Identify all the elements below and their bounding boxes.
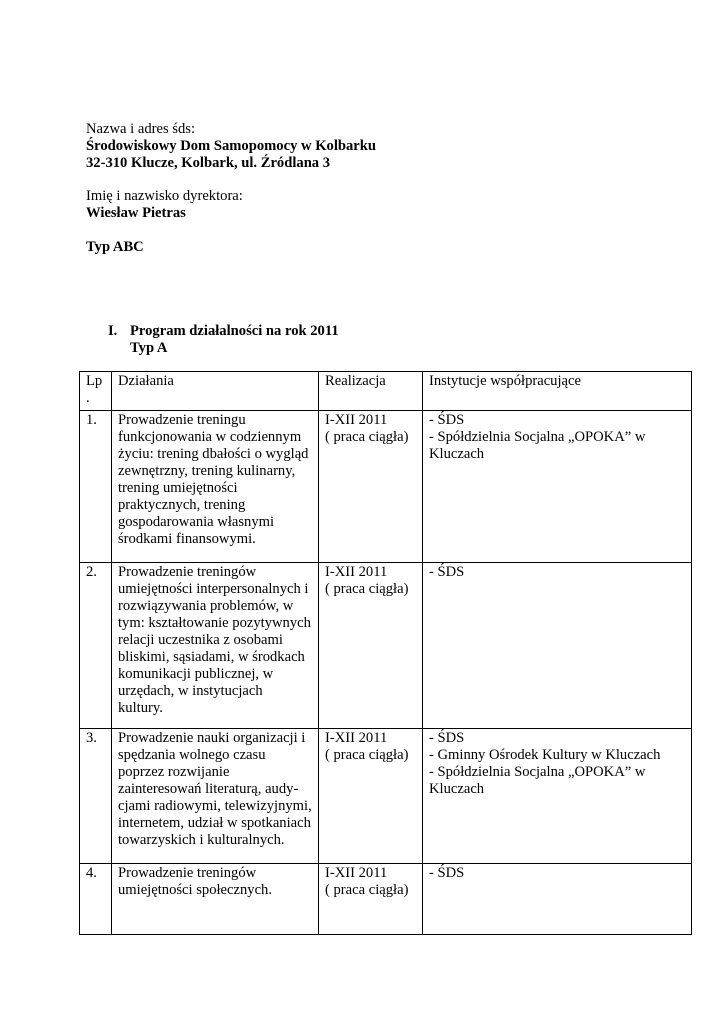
column-header-lp: Lp . (80, 372, 112, 411)
table-row (80, 563, 692, 729)
section-title: Program działalności na rok 2011 (130, 323, 339, 339)
column-header-partners: Instytucje współpracujące (423, 372, 692, 411)
row-realization: I-XII 2011 ( praca ciągła) (319, 563, 423, 729)
institution-address: 32-310 Klucze, Kolbark, ul. Źródlana 3 (86, 155, 331, 171)
section-heading (108, 323, 339, 357)
row-realization: I-XII 2011 ( praca ciągła) (319, 411, 423, 563)
row-partners: - ŚDS - Spółdzielnia Socjalna „OPOKA” w Kluczach (423, 411, 692, 563)
table-row (80, 729, 692, 864)
row-partners: - ŚDS (423, 864, 692, 935)
table-row (80, 864, 692, 935)
column-header-realization: Realizacja (319, 372, 423, 411)
row-action: Prowadzenie treningów umiejętności społecznych. (112, 864, 319, 935)
facility-type: Typ ABC (86, 239, 144, 255)
director-section (86, 188, 243, 222)
row-realization: I-XII 2011 ( praca ciągła) (319, 729, 423, 864)
table-header-row (80, 372, 692, 411)
section-subtitle: Typ A (130, 340, 168, 356)
row-action: Prowadzenie nauki organizacji i spędzania wolnego czasu poprzez rozwijanie zainteresowań literaturą, audy- cjami radiowymi, telewizyjnymi, internetem, udział w spotkaniach towarzyskich i kulturalnych. (112, 729, 319, 864)
row-number: 2. (80, 563, 112, 729)
row-action: Prowadzenie treningu funkcjonowania w codziennym życiu: trening dbałości o wygląd zewnętrzny, trening kulinarny, trening umiejętności praktycznych, trening gospodarowania własnymi środkami finansowymi. (112, 411, 319, 563)
institution-header (86, 121, 376, 172)
name-address-label: Nazwa i adres śds: (86, 121, 196, 137)
table-row (80, 411, 692, 563)
director-label: Imię i nazwisko dyrektora: (86, 188, 243, 204)
institution-name: Środowiskowy Dom Samopomocy w Kolbarku (86, 138, 377, 154)
row-number: 3. (80, 729, 112, 864)
row-partners: - ŚDS (423, 563, 692, 729)
activities-table (79, 371, 692, 935)
row-number: 1. (80, 411, 112, 563)
director-name: Wiesław Pietras (86, 205, 186, 221)
row-partners: - ŚDS - Gminny Ośrodek Kultury w Kluczach - Spółdzielnia Socjalna „OPOKA” w Kluczach (423, 729, 692, 864)
row-number: 4. (80, 864, 112, 935)
column-header-actions: Działania (112, 372, 319, 411)
section-number: I. (108, 323, 118, 339)
row-realization: I-XII 2011 ( praca ciągła) (319, 864, 423, 935)
row-action: Prowadzenie treningów umiejętności interpersonalnych i rozwiązywania problemów, w tym: kształtowanie pozytywnych relacji uczestnika z osobami bliskimi, sąsiadami, w środkach komunikacji publicznej, w urzędach, w instytucjach kultury. (112, 563, 319, 729)
